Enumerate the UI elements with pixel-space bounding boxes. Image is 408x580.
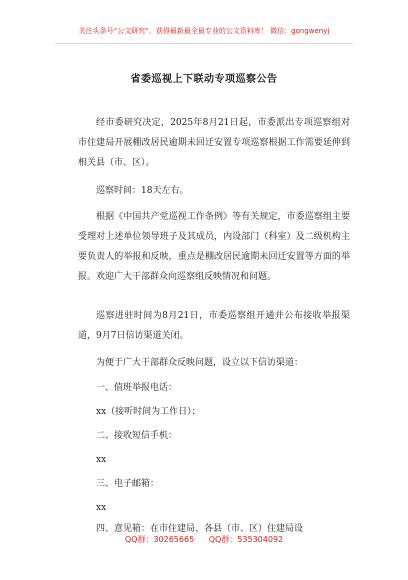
paragraph-decision: 经市委研究决定，2025年8月21日起，市委派出专项巡察组对市住建局开展棚改居民逾期未回迁安置专项巡察根据工作需要延伸到相关县（市、区）。 bbox=[78, 118, 350, 168]
channel-phone-value: xx（接听时间为工作日）； bbox=[96, 407, 201, 417]
paragraph-channels-intro: 为便于广大干部群众反映问题，设立以下信访渠道： bbox=[96, 358, 304, 368]
document-title: 省委巡视上下联动专项巡察公告 bbox=[130, 74, 278, 85]
footer-qq-group-2: QQ群：535304092 bbox=[208, 535, 284, 544]
channel-suggestion-box: 四、意见箱：在市住建局、各县（市、区）住建局设 bbox=[96, 524, 304, 534]
footer-qq-group-1: QQ群：30265665 bbox=[124, 535, 195, 544]
footer-contacts bbox=[0, 534, 408, 545]
channel-email-value: xx bbox=[96, 503, 107, 513]
channel-sms-value: xx bbox=[96, 455, 107, 465]
header-note: 关注头条号“公文研究”，获得最新最全最专业的公文资料库！ 微信：gongwenyj bbox=[78, 27, 330, 35]
channel-email-heading: 三、电子邮箱： bbox=[96, 479, 160, 489]
paragraph-timeline: 巡察进驻时间为8月21日，市委巡察组开通并公布接收举报渠道，9月7日信访渠道关闭。 bbox=[78, 311, 350, 341]
paragraph-duration: 巡察时间：18天左右。 bbox=[96, 186, 189, 196]
channel-sms-heading: 二、接收短信手机： bbox=[96, 431, 178, 441]
channel-phone-heading: 一、值班举报电话： bbox=[96, 383, 178, 393]
paragraph-scope: 根据《中国共产党巡视工作条例》等有关规定，市委巡察组主要受理对上述单位领导班子及其成员，内设部门（科室）及二级机构主要负责人的举报和反映，重点是棚改居民逾期未回迁安置等方面的举报。欢迎广大干部群众向巡察组反映情况和问题。 bbox=[78, 212, 350, 282]
